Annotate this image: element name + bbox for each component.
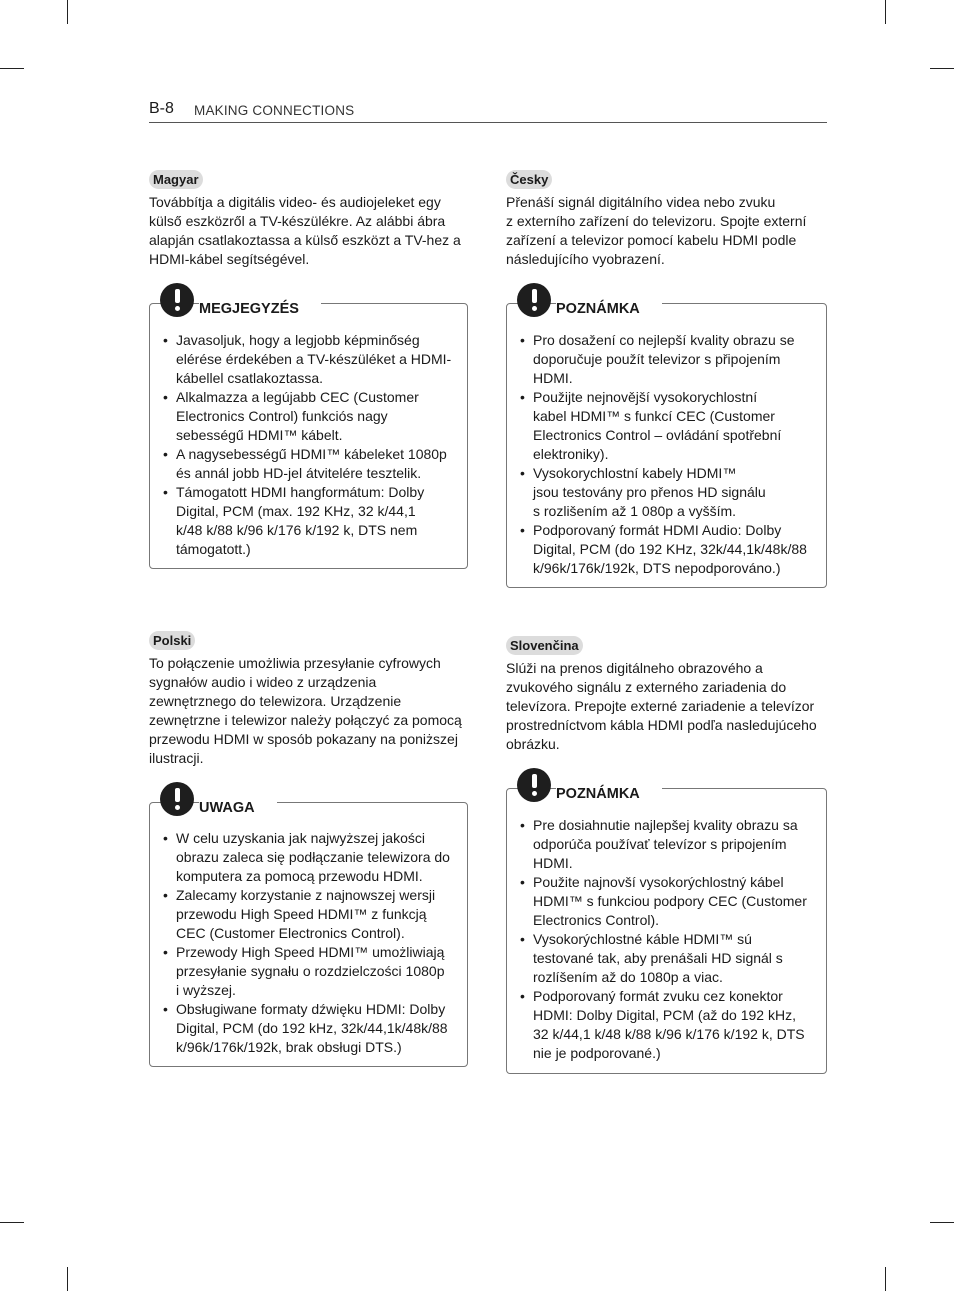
crop-mark	[67, 1267, 68, 1291]
note-list	[507, 331, 826, 578]
language-tag: Polski	[149, 631, 195, 650]
language-tag: Česky	[506, 170, 552, 189]
section-slovencina	[506, 636, 828, 754]
exclamation-icon	[160, 782, 194, 816]
crop-mark	[930, 68, 954, 69]
list-item: • Vysokorychlostní kabely HDMI™ jsou testovány pro přenos HD signálu s rozlišením až 1 080p a vyšším.	[507, 464, 826, 521]
section-magyar	[149, 170, 471, 269]
note-box	[506, 303, 827, 588]
section-polski	[149, 631, 471, 768]
list-item: • Obsługiwane formaty dźwięku HDMI: Dolby Digital, PCM (do 192 kHz, 32k/44,1k/48k/88 k/96k/176k/192k, brak obsługi DTS.)	[150, 1000, 467, 1057]
exclamation-icon	[160, 283, 194, 317]
note-header	[517, 765, 662, 805]
note-list	[150, 331, 467, 559]
note-box	[506, 788, 827, 1074]
list-item: • Podporovaný formát HDMI Audio: Dolby Digital, PCM (do 192 KHz, 32k/44,1k/48k/88 k/96k/176k/192k, DTS nepodporováno.)	[507, 521, 826, 578]
note-label: MEGJEGYZÉS	[199, 301, 321, 317]
note-label: UWAGA	[199, 800, 277, 816]
note-header	[517, 280, 662, 320]
intro-text: Přenáší signál digitálního videa nebo zvuku z externího zařízení do televizoru. Spojte externí zařízení a televizor pomocí kabelu HDMI podle následujícího vyobrazení.	[506, 194, 807, 267]
note-box	[149, 802, 468, 1067]
language-tag: Slovenčina	[506, 636, 583, 655]
note-label: POZNÁMKA	[556, 786, 662, 802]
list-item: • Pre dosiahnutie najlepšej kvality obrazu sa odporúča používať televízor s pripojením HDMI.	[507, 816, 826, 873]
list-item: • Alkalmazza a legújabb CEC (Customer Electronics Control) funkciós nagy sebességű HDMI™ kábelt.	[150, 388, 467, 445]
list-item: • Zalecamy korzystanie z najnowszej wersji przewodu High Speed HDMI™ z funkcją CEC (Customer Electronics Control).	[150, 886, 467, 943]
crop-mark	[885, 1267, 886, 1291]
note-list	[150, 829, 467, 1057]
exclamation-icon	[517, 283, 551, 317]
list-item: • Javasoljuk, hogy a legjobb képminőség elérése érdekében a TV-készüléket a HDMI- kábellel csatlakoztassa.	[150, 331, 467, 388]
note-label: POZNÁMKA	[556, 301, 662, 317]
intro-text: Továbbítja a digitális video- és audiojeleket egy külső eszközről a TV-készülékre. Az alábbi ábra alapján csatlakoztassa a külső eszközt a TV-hez a HDMI-kábel segítségével.	[149, 194, 461, 267]
list-item: • Támogatott HDMI hangformátum: Dolby Digital, PCM (max. 192 KHz, 32 k/44,1 k/48 k/88 k/96 k/176 k/192 k, DTS nem támogatott.)	[150, 483, 467, 559]
list-item: • Použijte nejnovější vysokorychlostní kabel HDMI™ s funkcí CEC (Customer Electronics Control – ovládání spotřební elektroniky).	[507, 388, 826, 464]
intro-text: Slúži na prenos digitálneho obrazového a zvukového signálu z externého zariadenia do televízora. Prepojte externé zariadenie a televízor prostredníctvom kábla HDMI podľa nasledujúceho obrázku.	[506, 660, 817, 752]
note-header	[160, 280, 321, 320]
list-item: • Pro dosažení co nejlepší kvality obrazu se doporučuje použít televizor s připojením HDMI.	[507, 331, 826, 388]
intro-text: To połączenie umożliwia przesyłanie cyfrowych sygnałów audio i wideo z urządzenia zewnętrznego do telewizora. Urządzenie zewnętrzne i telewizor należy połączyć za pomocą przewodu HDMI w sposób pokazany na poniższej ilustracji.	[149, 655, 462, 766]
section-cesky	[506, 170, 828, 269]
crop-mark	[885, 0, 886, 24]
language-tag: Magyar	[149, 170, 203, 189]
crop-mark	[0, 1222, 24, 1223]
list-item: • A nagysebességű HDMI™ kábeleket 1080p és annál jobb HD-jel átvitelére tesztelik.	[150, 445, 467, 483]
exclamation-icon	[517, 768, 551, 802]
list-item: • Použite najnovší vysokorýchlostný kábel HDMI™ s funkciou podpory CEC (Customer Electronics Control).	[507, 873, 826, 930]
note-box	[149, 303, 468, 569]
section-title: MAKING CONNECTIONS	[194, 103, 355, 118]
crop-mark	[0, 68, 24, 69]
list-item: • Vysokorýchlostné káble HDMI™ sú testované tak, aby prenášali HD signál s rozlíšením až do 1080p a viac.	[507, 930, 826, 987]
crop-mark	[67, 0, 68, 24]
list-item: • W celu uzyskania jak najwyższej jakości obrazu zaleca się podłączanie telewizora do komputera za pomocą przewodu HDMI.	[150, 829, 467, 886]
page-header	[149, 100, 827, 123]
list-item: • Podporovaný formát zvuku cez konektor HDMI: Dolby Digital, PCM (až do 192 kHz, 32 k/44,1 k/48 k/88 k/96 k/176 k/192 k, DTS nie je podporované.)	[507, 987, 826, 1063]
list-item: • Przewody High Speed HDMI™ umożliwiają przesyłanie sygnału o rozdzielczości 1080p i wyższej.	[150, 943, 467, 1000]
note-header	[160, 779, 277, 819]
note-list	[507, 816, 826, 1063]
crop-mark	[930, 1222, 954, 1223]
page-number: B-8	[149, 100, 174, 117]
